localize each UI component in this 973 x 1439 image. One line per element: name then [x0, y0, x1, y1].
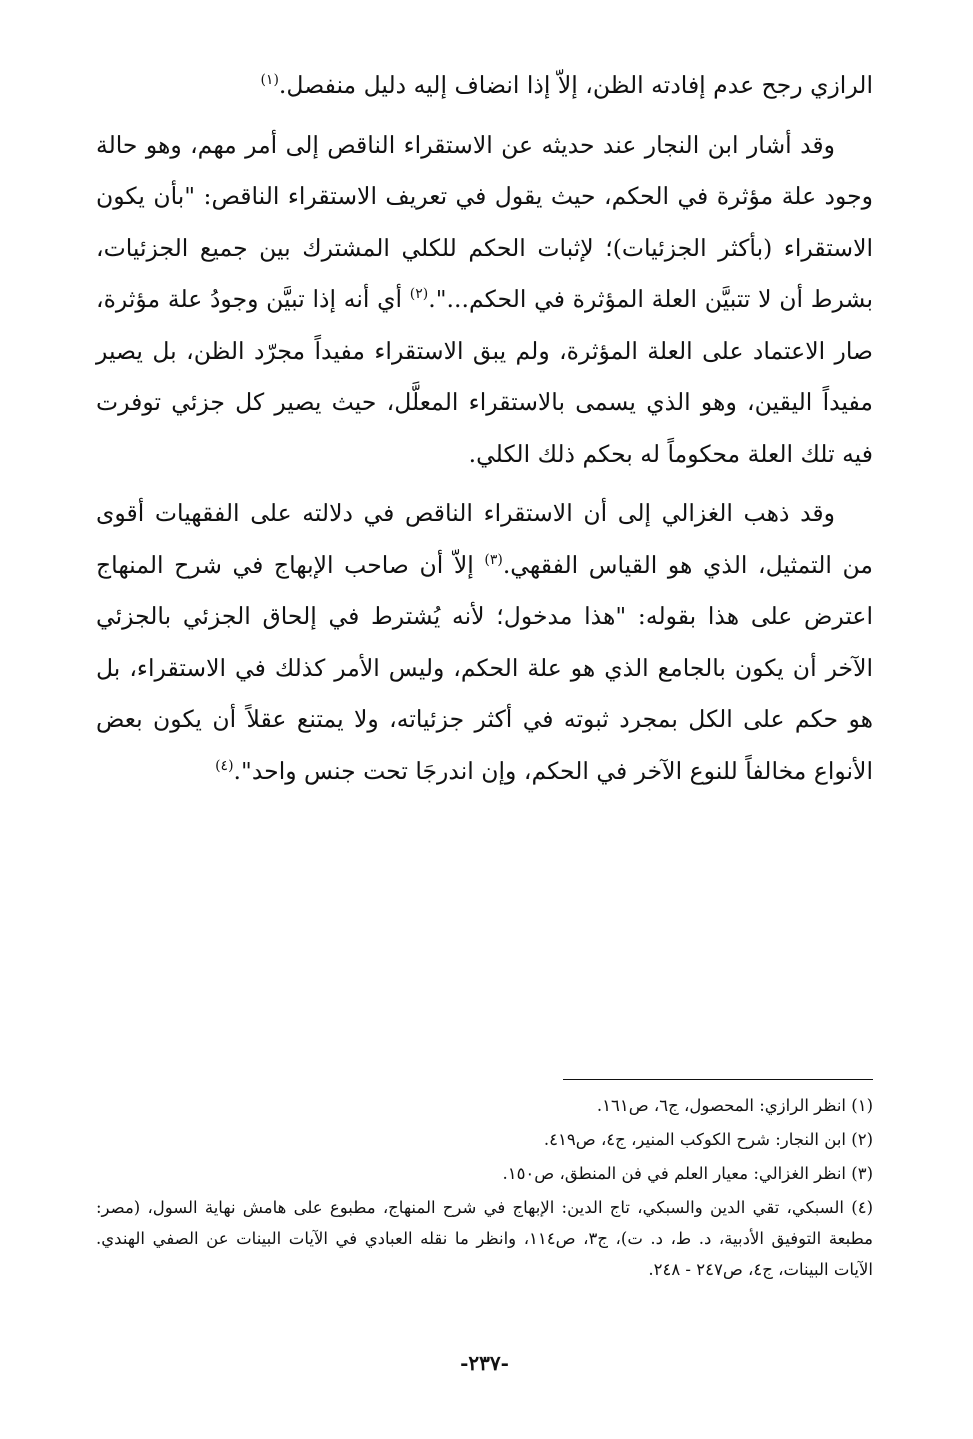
paragraph-1 — [96, 60, 873, 112]
page — [96, 60, 873, 1439]
page-number: -٢٣٧- — [460, 1351, 509, 1375]
paragraph-2 — [96, 120, 873, 481]
paragraph-3-text-a: وقد ذهب الغزالي إلى أن الاستقراء الناقص في دلالته على الفقهيات أقوى من التمثيل، الذي هو القياس الفقهي. — [96, 499, 873, 579]
body-text — [96, 60, 873, 797]
paragraph-3-text-b: إلاّ أن صاحب الإبهاج في شرح المنهاج اعترض على هذا بقوله: "هذا مدخول؛ لأنه يُشترط في إلحاق الجزئي بالجزئي الآخر أن يكون بالجامع الذي هو علة الحكم، وليس الأمر كذلك في الاستقراء، بل هو حكم على الكل بمجرد ثبوته في أكثر جزئياته، ولا يمتنع عقلاً أن يكون بعض الأنواع مخالفاً للنوع الآخر في الحكم، وإن اندرجَا تحت جنس واحد". — [96, 550, 873, 785]
paragraph-2-text-b: أي أنه إذا تبيَّن وجودُ علة مؤثرة، صار الاعتماد على العلة المؤثرة، ولم يبق الاستقراء مفيداً مجرّد الظن، بل يصير مفيداً اليقين، وهو الذي يسمى بالاستقراء المعلَّل، حيث يصير كل جزئي توفرت فيه تلك العلة محكوماً له بحكم ذلك الكلي. — [96, 285, 873, 468]
footnote-divider — [563, 1079, 873, 1080]
paragraph-2-text-a: وقد أشار ابن النجار عند حديثه عن الاستقراء الناقص إلى أمر مهم، وهو حالة وجود علة مؤثرة في الحكم، حيث يقول في تعريف الاستقراء الناقص: "بأن يكون الاستقراء (بأكثر الجزئيات)؛ لإثبات الحكم للكلي المشترك بين جميع الجزئيات، بشرط أن لا تتبيَّن العلة المؤثرة في الحكم...". — [96, 130, 874, 313]
footnotes — [96, 1090, 873, 1288]
footnote-4: (٤) السبكي، تقي الدين والسبكي، تاج الدين: الإبهاج في شرح المنهاج، مطبوع على هامش نهاية السول، (مصر: مطبعة التوفيق الأدبية، د. ط، د. ت)، ج٣، ص١١٤، وانظر ما نقله العبادي في الآيات البينات عن الصفي الهندي. الآيات البينات، ج٤، ص٢٤٧ - ٢٤٨. — [96, 1198, 873, 1279]
footnote-ref-1[interactable]: (١) — [260, 72, 279, 89]
footnote-ref-4[interactable]: (٤) — [215, 757, 234, 774]
footnote-1: (١) انظر الرازي: المحصول، ج٦، ص١٦١. — [596, 1096, 873, 1115]
footnote-2: (٢) ابن النجار: شرح الكوكب المنير، ج٤، ص٤١٩. — [543, 1130, 873, 1149]
footnote-3: (٣) انظر الغزالي: معيار العلم في فن المنطق، ص١٥٠. — [502, 1164, 873, 1183]
footnote-ref-3[interactable]: (٣) — [484, 551, 503, 568]
paragraph-1-text: الرازي رجح عدم إفادته الظن، إلاّ إذا انضاف إليه دليل منفصل. — [278, 71, 873, 99]
paragraph-3 — [96, 488, 873, 797]
footnote-ref-2[interactable]: (٢) — [409, 286, 429, 303]
